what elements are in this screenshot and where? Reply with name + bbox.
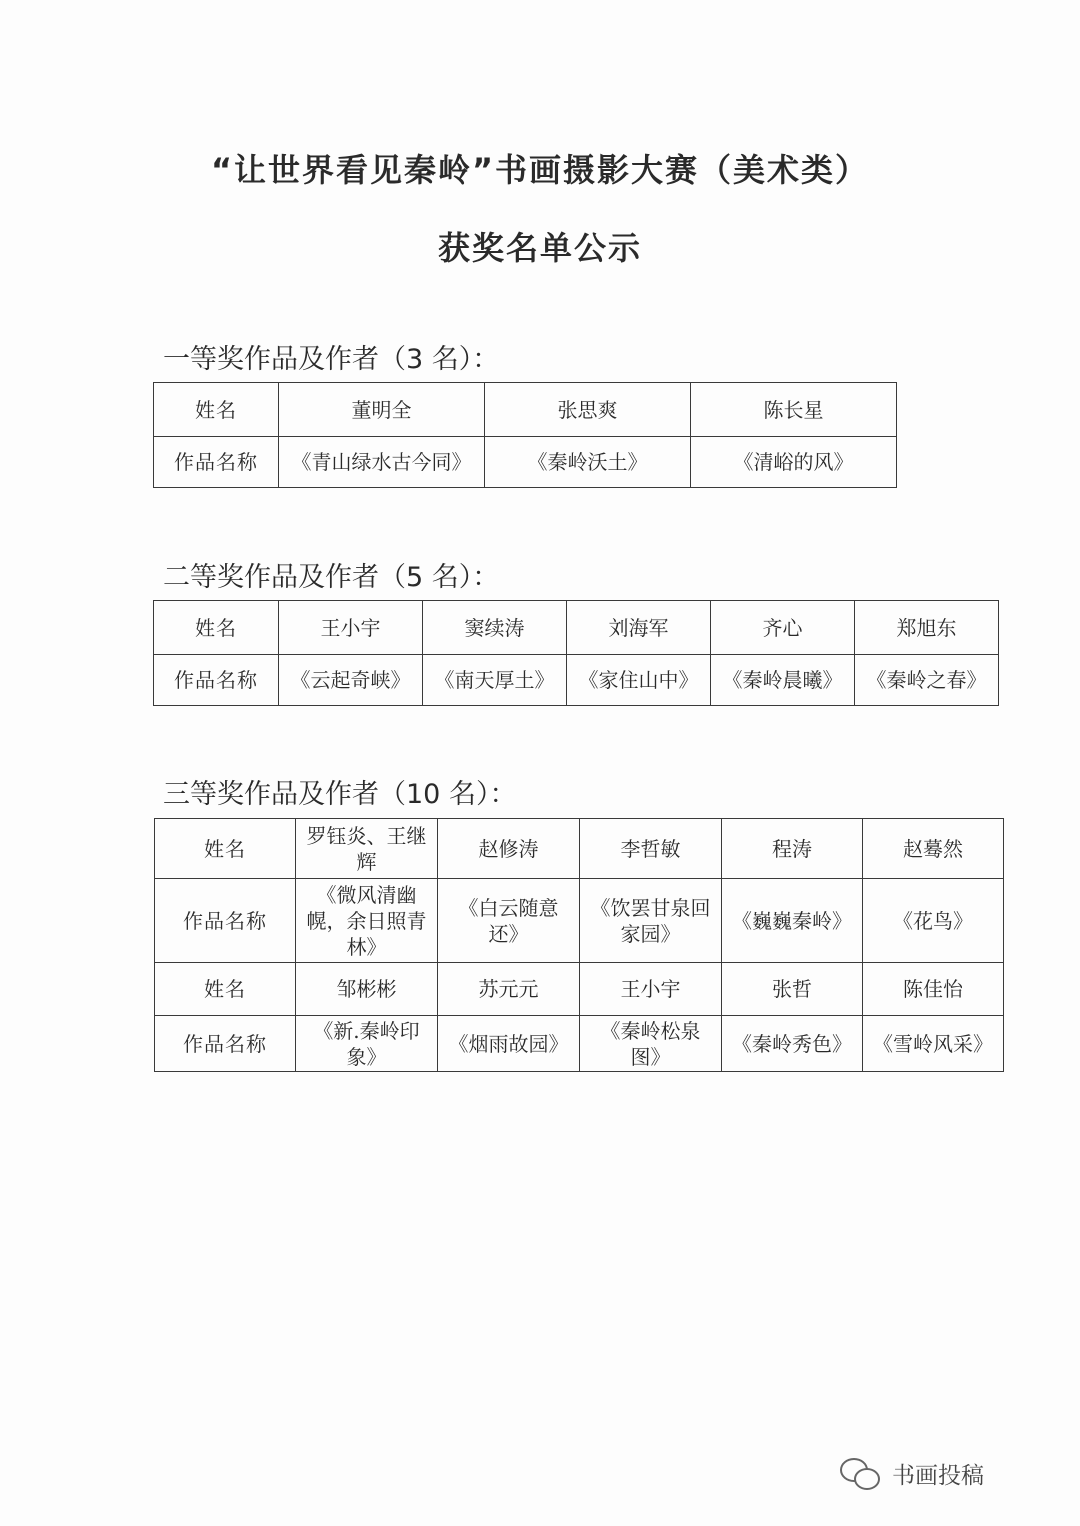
table-cell: 《秦岭松泉图》 xyxy=(580,1016,722,1072)
table-row xyxy=(155,963,1004,1016)
table-cell: 《新.秦岭印象》 xyxy=(296,1016,438,1072)
table-cell: 《云起奇峡》 xyxy=(279,655,423,706)
table-cell: 《巍巍秦岭》 xyxy=(722,879,863,963)
document-subtitle: 获奖名单公示 xyxy=(437,229,642,267)
first-prize-heading: 一等奖作品及作者（3 名）： xyxy=(163,344,500,375)
table-cell: 《秦岭之春》 xyxy=(855,655,999,706)
table-cell: 赵蓦然 xyxy=(863,819,1004,879)
table-cell: 郑旭东 xyxy=(855,601,999,655)
table-cell: 《花鸟》 xyxy=(863,879,1004,963)
wechat-icon xyxy=(838,1456,882,1490)
table-cell: 刘海军 xyxy=(567,601,711,655)
table-cell: 陈长星 xyxy=(691,383,897,437)
table-cell: 张思爽 xyxy=(485,383,691,437)
third-prize-heading: 三等奖作品及作者（10 名）： xyxy=(163,779,517,810)
watermark-text: 书画投稿 xyxy=(892,1462,984,1489)
table-cell: 《家住山中》 xyxy=(567,655,711,706)
third-prize-table xyxy=(154,818,1004,1072)
table-cell: 姓名 xyxy=(155,963,296,1016)
table-cell: 《白云随意还》 xyxy=(438,879,580,963)
watermark xyxy=(838,1453,1058,1493)
table-cell: 陈佳怡 xyxy=(863,963,1004,1016)
table-cell: 《烟雨故园》 xyxy=(438,1016,580,1072)
table-cell: 作品名称 xyxy=(155,879,296,963)
table-cell: 《秦岭晨曦》 xyxy=(711,655,855,706)
table-cell: 齐心 xyxy=(711,601,855,655)
table-cell: 罗钰炎、王继辉 xyxy=(296,819,438,879)
table-cell: 姓名 xyxy=(154,383,279,437)
table-cell: 王小宇 xyxy=(279,601,423,655)
table-cell: 姓名 xyxy=(155,819,296,879)
table-cell: 窦续涛 xyxy=(423,601,567,655)
table-cell: 作品名称 xyxy=(154,437,279,488)
table-cell: 《秦岭秀色》 xyxy=(722,1016,863,1072)
table-cell: 赵修涛 xyxy=(438,819,580,879)
table-row xyxy=(155,879,1004,963)
table-cell: 李哲敏 xyxy=(580,819,722,879)
table-cell: 王小宇 xyxy=(580,963,722,1016)
table-row xyxy=(155,1016,1004,1072)
table-cell: 《微风清幽幌，余日照青林》 xyxy=(296,879,438,963)
table-cell: 姓名 xyxy=(154,601,279,655)
table-cell: 苏元元 xyxy=(438,963,580,1016)
table-cell: 《南天厚土》 xyxy=(423,655,567,706)
table-cell: 程涛 xyxy=(722,819,863,879)
table-cell: 张哲 xyxy=(722,963,863,1016)
table-cell: 邹彬彬 xyxy=(296,963,438,1016)
table-row xyxy=(155,819,1004,879)
table-row xyxy=(154,383,897,437)
table-cell: 《饮罢甘泉回家园》 xyxy=(580,879,722,963)
table-cell: 《清峪的风》 xyxy=(691,437,897,488)
document-title: “让世界看见秦岭”书画摄影大赛（美术类） xyxy=(210,151,870,189)
table-row xyxy=(154,601,999,655)
table-cell: 董明全 xyxy=(279,383,485,437)
second-prize-heading: 二等奖作品及作者（5 名）： xyxy=(163,562,500,593)
table-cell: 《秦岭沃土》 xyxy=(485,437,691,488)
table-cell: 作品名称 xyxy=(155,1016,296,1072)
table-cell: 作品名称 xyxy=(154,655,279,706)
table-row xyxy=(154,437,897,488)
table-cell: 《雪岭风采》 xyxy=(863,1016,1004,1072)
table-row xyxy=(154,655,999,706)
first-prize-table xyxy=(153,382,897,488)
second-prize-table xyxy=(153,600,999,706)
table-cell: 《青山绿水古今同》 xyxy=(279,437,485,488)
